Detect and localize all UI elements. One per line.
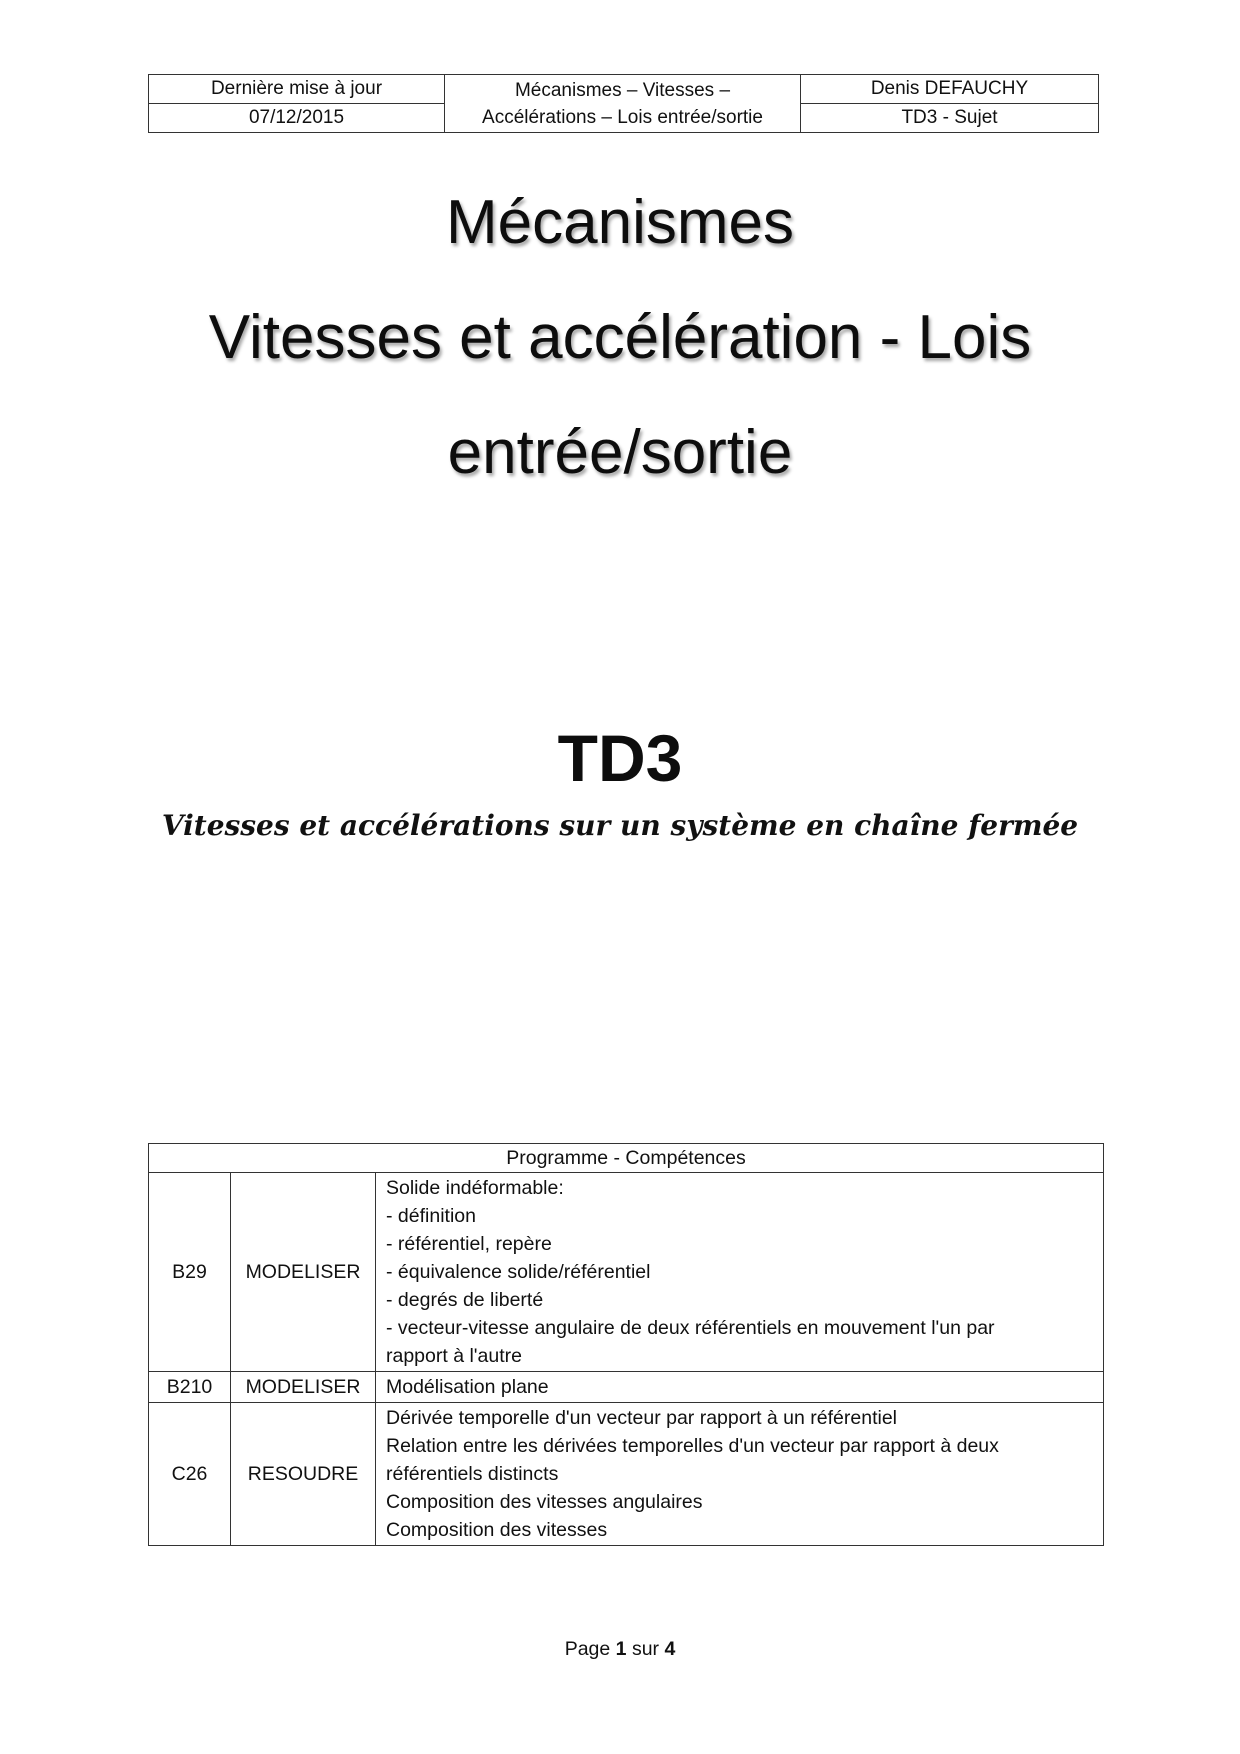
author-name: Denis DEFAUCHY xyxy=(801,75,1099,104)
description-line: référentiels distincts xyxy=(386,1463,559,1485)
document-type: TD3 - Sujet xyxy=(801,104,1099,133)
competences-heading: Programme - Compétences xyxy=(149,1144,1104,1173)
competence-code: B29 xyxy=(149,1173,231,1372)
competence-code: C26 xyxy=(149,1403,231,1546)
last-update-label: Dernière mise à jour xyxy=(149,75,445,104)
description-line: Composition des vitesses xyxy=(386,1519,608,1541)
description-line: - référentiel, repère xyxy=(386,1233,552,1255)
table-row xyxy=(149,1173,1104,1372)
competence-code: B210 xyxy=(149,1372,231,1403)
competence-description xyxy=(376,1372,1104,1403)
competence-description xyxy=(376,1173,1104,1372)
description-line: - vecteur-vitesse angulaire de deux référentiels en mouvement l'un par xyxy=(386,1317,995,1339)
description-line: rapport à l'autre xyxy=(386,1345,522,1367)
page-separator: sur xyxy=(631,1638,660,1660)
description-line: Composition des vitesses angulaires xyxy=(386,1491,703,1513)
course-title-line2: Accélérations – Lois entrée/sortie xyxy=(482,106,763,128)
competence-verb: MODELISER xyxy=(231,1173,376,1372)
competences-table xyxy=(148,1143,1104,1546)
total-page-count: 4 xyxy=(664,1638,676,1660)
header-table xyxy=(148,74,1099,133)
competence-verb: RESOUDRE xyxy=(231,1403,376,1546)
description-line: - équivalence solide/référentiel xyxy=(386,1261,651,1283)
description-line: Solide indéformable: xyxy=(386,1177,564,1199)
table-row xyxy=(149,1372,1104,1403)
course-title-line1: Mécanismes – Vitesses – xyxy=(514,79,731,101)
competence-description xyxy=(376,1403,1104,1546)
td-subtitle: Vitesses et accélérations sur un système en chaîne fermée xyxy=(161,809,1079,842)
description-line: - degrés de liberté xyxy=(386,1289,544,1311)
page-label: Page xyxy=(564,1638,611,1660)
current-page-number: 1 xyxy=(615,1638,627,1660)
course-title-cell xyxy=(445,75,801,133)
table-row xyxy=(149,1403,1104,1546)
main-title-line3: entrée/sortie xyxy=(447,418,793,487)
description-line: Modélisation plane xyxy=(386,1376,549,1398)
last-update-date: 07/12/2015 xyxy=(149,104,445,133)
description-line: Dérivée temporelle d'un vecteur par rapport à un référentiel xyxy=(386,1407,897,1429)
main-title-line2: Vitesses et accélération - Lois xyxy=(208,303,1032,372)
page-footer xyxy=(120,1636,1120,1662)
competence-verb: MODELISER xyxy=(231,1372,376,1403)
main-title-line1: Mécanismes xyxy=(446,188,794,257)
td-title: TD3 xyxy=(557,721,683,795)
description-line: Relation entre les dérivées temporelles d'un vecteur par rapport à deux xyxy=(386,1435,999,1457)
description-line: - définition xyxy=(386,1205,476,1227)
